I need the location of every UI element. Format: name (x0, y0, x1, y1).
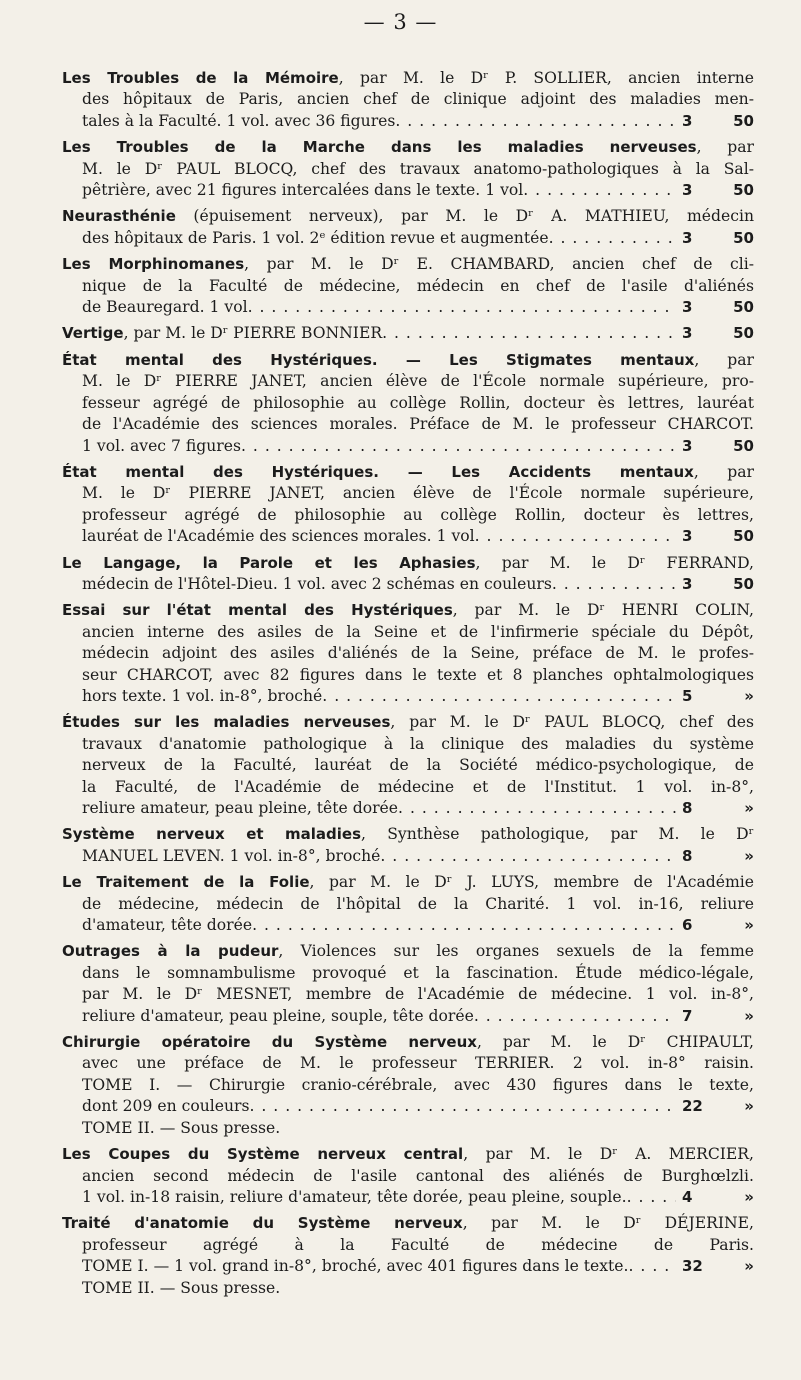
entry-title: Le Traitement de la Folie (62, 873, 310, 892)
price-francs: 32 (682, 1257, 703, 1276)
entry-line-text: 1 vol. in-18 raisin, reliure d'amateur, tête dorée, peau pleine, souple. (82, 1187, 627, 1206)
entry-price (676, 915, 754, 936)
entry-title: Le Langage, la Parole et les Aphasies (62, 553, 476, 572)
price-francs: 3 (682, 436, 693, 455)
entry-line (62, 574, 754, 595)
entry-line (62, 228, 754, 249)
price-centimes: » (744, 1097, 754, 1116)
entry-line: avec une préface de M. le professeur TERRIER. 2 vol. in-8° raisin. (82, 1054, 754, 1073)
entry-line (62, 1187, 754, 1208)
entry-line: Les Coupes du Système nerveux central, par M. le Dʳ A. MERCIER, (62, 1145, 754, 1164)
catalogue-entry (62, 350, 754, 457)
entry-line: nerveux de la Faculté, lauréat de la Société médico-psychologique, de (82, 756, 754, 775)
price-centimes: » (744, 1257, 754, 1276)
entry-price (676, 436, 754, 457)
catalogue-entry (62, 941, 754, 1027)
entry-line: travaux d'anatomie pathologique à la clinique des maladies du système (82, 734, 754, 753)
catalogue-entry (62, 1144, 754, 1208)
catalogue-entries (62, 68, 754, 1304)
entry-line-text: hors texte. 1 vol. in-8°, broché (82, 686, 323, 705)
entry-price (676, 574, 754, 595)
price-centimes: » (744, 1006, 754, 1025)
leader-dots (523, 180, 676, 201)
entry-line (62, 436, 754, 457)
entry-price (676, 686, 754, 707)
entry-line-text: Vertige, par M. le Dʳ PIERRE BONNIER (62, 324, 383, 343)
entry-title: Neurasthénie (62, 207, 176, 226)
price-centimes: 50 (733, 574, 754, 593)
entry-line: Essai sur l'état mental des Hystériques, par M. le Dʳ HENRI COLIN, (62, 601, 754, 620)
entry-title: Système nerveux et maladies (62, 825, 362, 844)
entry-line (62, 1256, 754, 1277)
price-francs: 8 (682, 799, 693, 817)
entry-line: ancien second médecin de l'asile cantonal des aliénés de Burghœlzli. (82, 1166, 754, 1185)
entry-title: Les Troubles de la Mémoire (62, 69, 339, 87)
price-centimes: 50 (733, 436, 754, 455)
price-centimes: » (744, 916, 754, 935)
leader-dots (475, 526, 676, 547)
entry-price (676, 526, 754, 547)
entry-title: Les Troubles de la Marche dans les maladies nerveuses (62, 138, 697, 157)
catalogue-entry (62, 872, 754, 936)
price-francs: 3 (682, 228, 693, 247)
entry-line: M. le Dʳ PIERRE JANET, ancien élève de l'École normale supérieure, (82, 484, 754, 503)
entry-title: Chirurgie opératoire du Système nerveux (62, 1033, 477, 1052)
entry-line: Le Langage, la Parole et les Aphasies, par M. le Dʳ FERRAND, (62, 553, 754, 572)
entry-line: Le Traitement de la Folie, par M. le Dʳ J. LUYS, membre de l'Académie (62, 873, 754, 892)
entry-line: Neurasthénie (épuisement nerveux), par M. le Dʳ A. MATHIEU, médecin (62, 207, 754, 226)
leader-dots (552, 574, 676, 595)
entry-price (676, 1096, 754, 1117)
entry-title: Outrages à la pudeur (62, 942, 279, 961)
entry-price (676, 228, 754, 249)
entry-line-text: reliure d'amateur, peau pleine, souple, tête dorée (82, 1006, 474, 1025)
entry-line-text: TOME I. — 1 vol. grand in-8°, broché, avec 401 figures dans le texte. (82, 1257, 629, 1276)
catalogue-entry (62, 553, 754, 596)
leader-dots (252, 915, 676, 936)
entry-line (62, 180, 754, 201)
leader-dots (322, 686, 676, 707)
entry-line-text: lauréat de l'Académie des sciences morales. 1 vol (82, 527, 475, 546)
entry-line: dans le somnambulisme provoqué et la fascination. Étude médico-légale, (82, 963, 754, 982)
entry-line: de médecine, médecin de l'hôpital de la Charité. 1 vol. in-16, reliure (82, 894, 754, 913)
entry-line: ancien interne des asiles de la Seine et de l'infirmerie spéciale du Dépôt, (82, 622, 754, 641)
entry-price (676, 180, 754, 201)
price-centimes: » (744, 686, 754, 705)
price-centimes: » (744, 846, 754, 865)
price-centimes: 50 (733, 527, 754, 546)
entry-price (676, 1256, 754, 1277)
catalogue-entry (62, 254, 754, 318)
leader-dots (241, 436, 676, 457)
price-francs: 4 (682, 1187, 693, 1206)
entry-price (676, 111, 754, 132)
entry-line: fesseur agrégé de philosophie au collège Rollin, docteur ès lettres, lauréat (82, 393, 754, 412)
entry-line-text: d'amateur, tête dorée (82, 916, 253, 935)
entry-line: TOME I. — Chirurgie cranio-cérébrale, avec 430 figures dans le texte, (82, 1075, 754, 1094)
entry-line: des hôpitaux de Paris, ancien chef de clinique adjoint des maladies men- (82, 90, 754, 109)
price-francs: 8 (682, 846, 693, 865)
entry-price (676, 798, 754, 819)
entry-price (676, 1187, 754, 1208)
catalogue-entry (62, 462, 754, 548)
entry-line-text: tales à la Faculté. 1 vol. avec 36 figures (82, 111, 396, 130)
catalogue-entry (62, 137, 754, 201)
price-francs: 6 (682, 916, 693, 935)
price-francs: 3 (682, 527, 693, 546)
entry-price (676, 323, 754, 344)
entry-line: médecin adjoint des asiles d'aliénés de la Seine, préface de M. le profes- (82, 644, 754, 663)
entry-price (676, 297, 754, 318)
price-centimes: » (744, 799, 754, 817)
entry-line: M. le Dʳ PIERRE JANET, ancien élève de l'École normale supérieure, pro- (82, 372, 754, 391)
entry-line (62, 111, 754, 132)
entry-title: Vertige (62, 324, 124, 343)
leader-dots (629, 1256, 677, 1277)
entry-line (62, 686, 754, 707)
entry-line: M. le Dʳ PAUL BLOCQ, chef des travaux anatomo-pathologiques à la Sal- (82, 159, 754, 178)
price-centimes: » (744, 1187, 754, 1206)
entry-line-text: reliure amateur, peau pleine, tête dorée (82, 799, 399, 817)
price-centimes: 50 (733, 298, 754, 317)
price-francs: 3 (682, 298, 693, 317)
price-francs: 3 (682, 111, 693, 130)
entry-line: la Faculté, de l'Académie de médecine et de l'Institut. 1 vol. in-8°, (82, 777, 754, 796)
price-centimes: 50 (733, 181, 754, 200)
price-francs: 5 (682, 686, 693, 705)
price-francs: 7 (682, 1006, 693, 1025)
catalogue-entry (62, 206, 754, 249)
price-centimes: 50 (733, 228, 754, 247)
entry-line: Outrages à la pudeur, Violences sur les organes sexuels de la femme (62, 942, 754, 961)
entry-title: Traité d'anatomie du Système nerveux (62, 1214, 463, 1233)
entry-line-text: médecin de l'Hôtel-Dieu. 1 vol. avec 2 schémas en couleurs (82, 574, 552, 593)
leader-dots (395, 111, 676, 132)
entry-price (676, 1006, 754, 1027)
entry-title: État mental des Hystériques. — Les Stigmates mentaux (62, 350, 695, 369)
catalogue-entry (62, 1032, 754, 1139)
entry-line-text: pêtrière, avec 21 figures intercalées dans le texte. 1 vol (82, 181, 524, 200)
price-centimes: 50 (733, 111, 754, 130)
entry-line (62, 323, 754, 344)
catalogue-entry (62, 824, 754, 867)
leader-dots (627, 1187, 676, 1208)
entry-line: Études sur les maladies nerveuses, par M. le Dʳ PAUL BLOCQ, chef des (62, 713, 754, 732)
entry-line: État mental des Hystériques. — Les Stigmates mentaux, par (62, 350, 754, 369)
entry-line-text: de Beauregard. 1 vol (82, 298, 248, 317)
entry-line: Traité d'anatomie du Système nerveux, par M. le Dʳ DÉJERINE, (62, 1214, 754, 1233)
entry-line: Chirurgie opératoire du Système nerveux, par M. le Dʳ CHIPAULT, (62, 1033, 754, 1052)
entry-note: TOME II. — Sous presse. (82, 1278, 281, 1297)
entry-line: nique de la Faculté de médecine, médecin en chef de l'asile d'aliénés (82, 276, 754, 295)
entry-line: Les Troubles de la Marche dans les maladies nerveuses, par (62, 138, 754, 157)
leader-dots (549, 228, 676, 249)
entry-line: Système nerveux et maladies, Synthèse pathologique, par M. le Dʳ (62, 825, 754, 844)
entry-line: Les Troubles de la Mémoire, par M. le Dʳ P. SOLLIER, ancien interne (62, 69, 754, 87)
page-number: — 3 — (363, 10, 438, 34)
catalogue-entry (62, 68, 754, 132)
leader-dots (380, 846, 676, 867)
entry-line: seur CHARCOT, avec 82 figures dans le texte et 8 planches ophtalmologiques (82, 665, 754, 684)
price-centimes: 50 (733, 324, 754, 343)
leader-dots (474, 1006, 676, 1027)
entry-line: par M. le Dʳ MESNET, membre de l'Académie de médecine. 1 vol. in-8°, (82, 985, 754, 1004)
entry-line-text: dont 209 en couleurs (82, 1097, 250, 1116)
entry-line: professeur agrégé à la Faculté de médecine de Paris. (82, 1235, 754, 1254)
entry-line-text: des hôpitaux de Paris. 1 vol. 2ᵉ édition revue et augmentée (82, 228, 549, 247)
entry-line (62, 526, 754, 547)
entry-price (676, 846, 754, 867)
leader-dots (398, 798, 676, 819)
leader-dots (249, 1096, 676, 1117)
catalogue-entry (62, 1213, 754, 1299)
entry-line (62, 1096, 754, 1117)
entry-title: Les Morphinomanes (62, 255, 245, 274)
entry-title: État mental des Hystériques. — Les Accidents mentaux (62, 462, 694, 481)
leader-dots (248, 297, 676, 318)
entry-line (62, 1006, 754, 1027)
entry-title: Études sur les maladies nerveuses (62, 713, 391, 732)
catalogue-entry (62, 323, 754, 344)
entry-line (62, 297, 754, 318)
entry-line-text: MANUEL LEVEN. 1 vol. in-8°, broché (82, 846, 381, 865)
entry-line: État mental des Hystériques. — Les Accidents mentaux, par (62, 462, 754, 481)
entry-line-text: 1 vol. avec 7 figures (82, 436, 241, 455)
catalogue-entry (62, 600, 754, 707)
entry-title: Les Coupes du Système nerveux central (62, 1145, 464, 1164)
leader-dots (382, 323, 676, 344)
catalogue-entry (62, 712, 754, 819)
entry-line (62, 915, 754, 936)
price-francs: 22 (682, 1097, 703, 1116)
price-francs: 3 (682, 574, 693, 593)
entry-line (62, 846, 754, 867)
price-francs: 3 (682, 324, 693, 343)
price-francs: 3 (682, 181, 693, 200)
entry-note: TOME II. — Sous presse. (82, 1118, 281, 1137)
entry-line: professeur agrégé de philosophie au collège Rollin, docteur ès lettres, (82, 505, 754, 524)
entry-line: Les Morphinomanes, par M. le Dʳ E. CHAMBARD, ancien chef de cli- (62, 255, 754, 274)
entry-line: de l'Académie des sciences morales. Préface de M. le professeur CHARCOT. (82, 415, 754, 434)
entry-line (62, 798, 754, 819)
entry-title: Essai sur l'état mental des Hystériques (62, 601, 453, 620)
